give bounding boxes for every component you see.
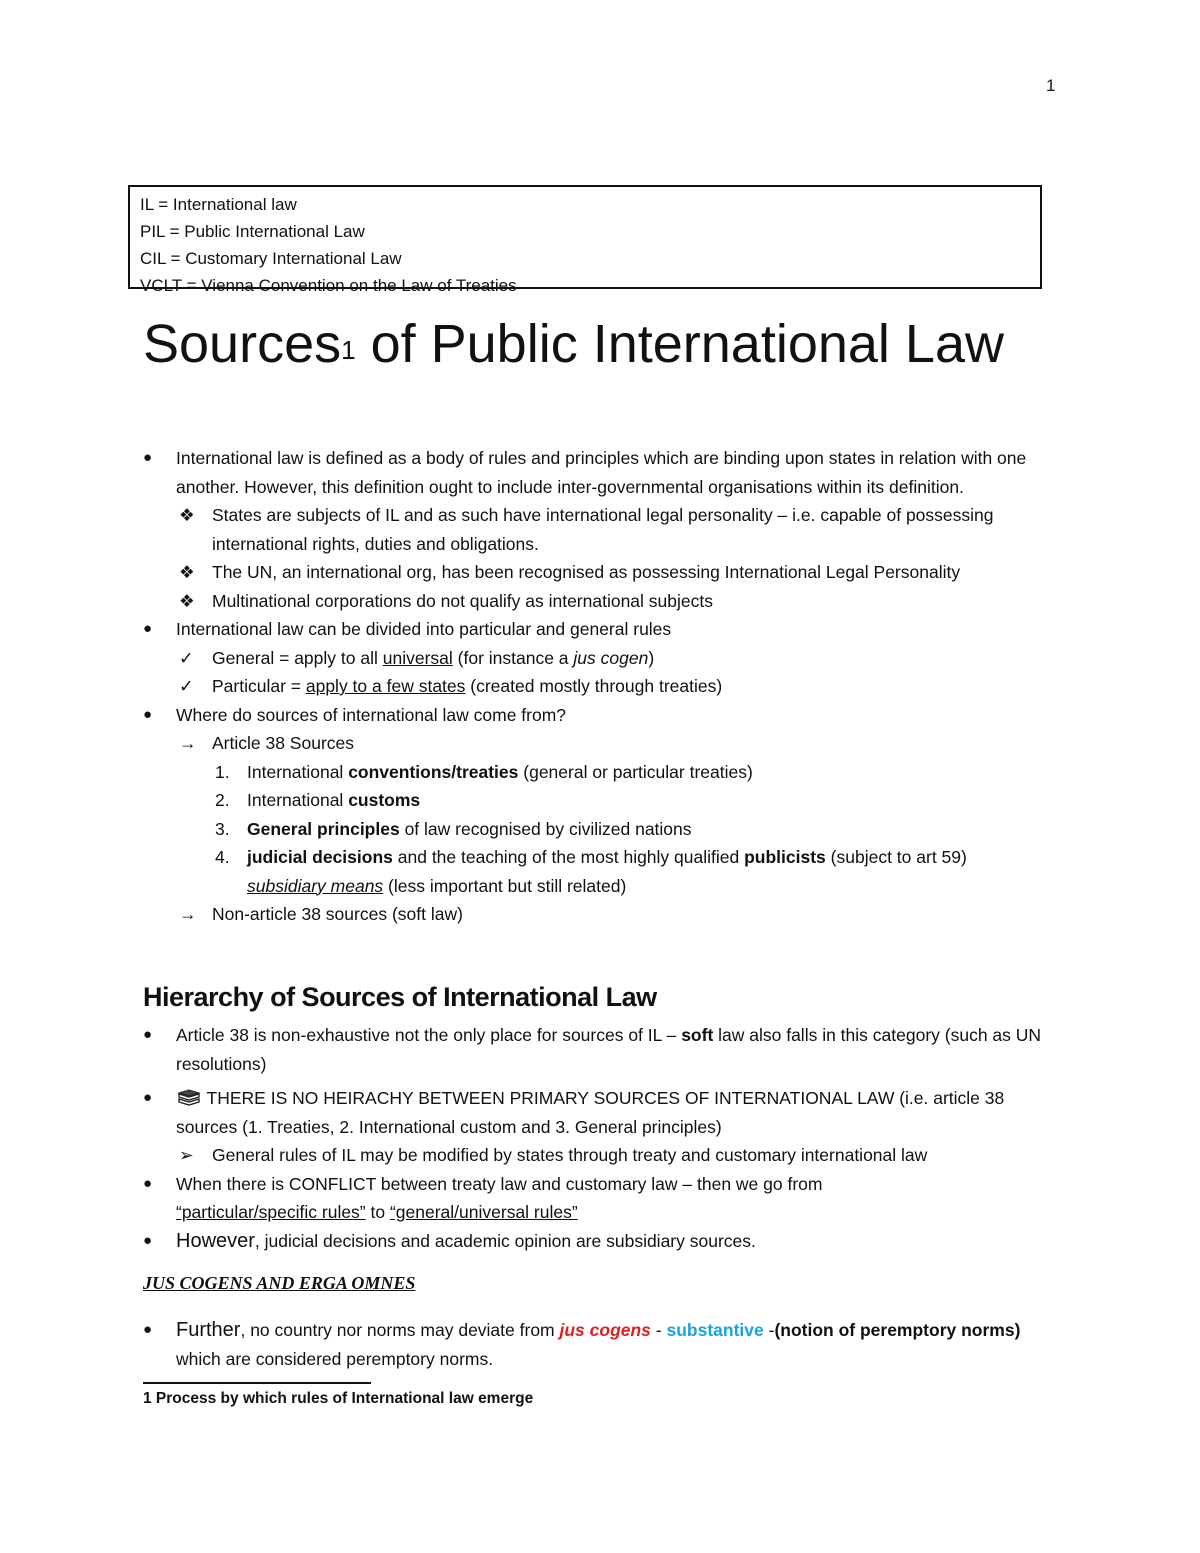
- abbreviations-box: [128, 185, 1042, 295]
- list-item: ● When there is CONFLICT between treaty law and customary law – then we go from “particular/specific rules” to “general/universal rules”: [143, 1170, 1063, 1227]
- abbreviation-pil: PIL = Public International Law: [140, 222, 365, 241]
- list-item: ● International law can be divided into particular and general rules: [143, 615, 1063, 644]
- list-item: → Non-article 38 sources (soft law): [143, 900, 1063, 929]
- list-item: ❖ Multinational corporations do not qualify as international subjects: [143, 587, 1063, 616]
- diamond-bullet-icon: ❖: [179, 562, 195, 582]
- footnote-ref[interactable]: 1: [341, 335, 356, 365]
- bullet-icon: ●: [143, 1174, 153, 1192]
- list-item: ● Further, no country nor norms may deviate from jus cogens - substantive -(notion of peremptory norms) which are considered peremptory norms.: [143, 1316, 1063, 1373]
- footnote-divider: [143, 1382, 371, 1384]
- page-title: Sources$^1$ of Public International Law: [143, 314, 1004, 374]
- bullet-icon: ●: [143, 705, 153, 723]
- diamond-bullet-icon: ❖: [179, 590, 195, 611]
- arrow-right-icon: →: [179, 904, 197, 924]
- bullet-icon: ●: [143, 1089, 153, 1106]
- abbreviation-cil: CIL = Customary International Law: [140, 249, 402, 268]
- hierarchy-heading: Hierarchy of Sources of International Law: [143, 982, 657, 1012]
- bullet-icon: ●: [143, 1321, 153, 1338]
- bullet-icon: ●: [143, 449, 153, 466]
- books-icon: [176, 1088, 202, 1106]
- list-item: ✓ Particular = apply to a few states (created mostly through treaties): [143, 672, 1063, 701]
- page-number: 1: [1046, 76, 1056, 95]
- diamond-bullet-icon: ❖: [179, 505, 195, 525]
- footnote: 1 Process by which rules of International law emerge: [143, 1390, 534, 1407]
- list-item: ● International law is defined as a body of rules and principles which are binding upon states in relation with one another. However, this definition ought to include inter-governmental organisations within its definition.: [143, 444, 1063, 501]
- list-item: ● However, judicial decisions and academic opinion are subsidiary sources.: [143, 1227, 1063, 1256]
- sources-list: [143, 444, 1063, 929]
- bullet-icon: ●: [143, 1231, 153, 1249]
- abbreviation-il: IL = International law: [140, 195, 297, 214]
- list-item: 3. General principles of law recognised by civilized nations: [215, 818, 692, 839]
- bullet-icon: ●: [143, 620, 153, 637]
- list-item: ✓ General = apply to all universal (for instance a jus cogen): [143, 644, 1063, 673]
- abbreviation-vclt: VCLT = Vienna Convention on the Law of Treaties: [140, 276, 517, 295]
- list-item: ● Article 38 is non-exhaustive not the only place for sources of IL – soft law also falls in this category (such as UN resolutions): [143, 1021, 1063, 1078]
- jus-cogens-list: [143, 1316, 1063, 1373]
- arrowhead-icon: ➢: [179, 1145, 194, 1165]
- jus-cogens-heading: JUS COGENS AND ERGA OMNES: [143, 1273, 416, 1293]
- checkmark-icon: ✓: [179, 647, 194, 668]
- checkmark-icon: ✓: [179, 676, 194, 696]
- hierarchy-list: [143, 1021, 1063, 1255]
- list-item: 2. International customs: [215, 790, 421, 810]
- arrow-right-icon: →: [179, 733, 197, 753]
- list-item: 1. International conventions/treaties (general or particular treaties): [215, 761, 753, 782]
- list-item: → Article 38 Sources: [143, 729, 1063, 758]
- list-item: ❖ The UN, an international org, has been recognised as possessing International Legal Personality: [143, 558, 1063, 587]
- list-item: 4. judicial decisions and the teaching of the most highly qualified publicists (subject to art 59) subsidiary means (less important but still related): [215, 847, 967, 896]
- list-item: ➢ General rules of IL may be modified by states through treaty and customary international law: [143, 1141, 1063, 1170]
- list-item: ❖ States are subjects of IL and as such have international legal personality – i.e. capable of possessing international rights, duties and obligations.: [143, 501, 1063, 558]
- list-item: ● THERE IS NO HEIRACHY BETWEEN PRIMARY SOURCES OF INTERNATIONAL LAW (i.e. article 38 sources (1. Treaties, 2. International custom and 3. General principles): [143, 1084, 1063, 1141]
- list-item: ● Where do sources of international law come from?: [143, 701, 1063, 730]
- bullet-icon: ●: [143, 1026, 153, 1043]
